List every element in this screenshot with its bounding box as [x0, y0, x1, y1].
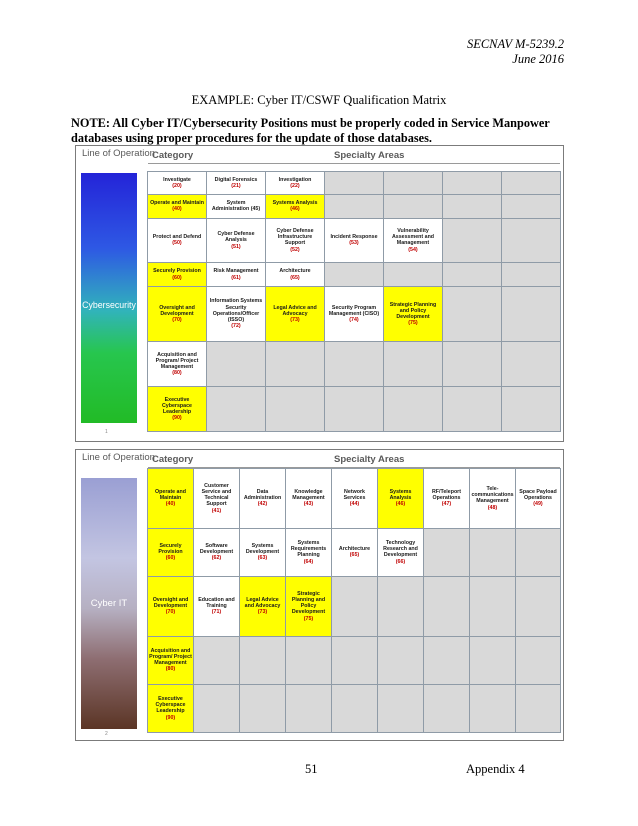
cell-title: Vulnerability Assessment and Management [391, 228, 435, 247]
cell-code: (50) [172, 240, 182, 247]
empty-cell [470, 636, 516, 684]
specialty-cell [325, 218, 384, 263]
empty-cell [470, 576, 516, 636]
cell-code: (53) [349, 240, 359, 247]
empty-cell [424, 636, 470, 684]
cell-title: Legal Advice and Advocacy [244, 596, 281, 610]
specialty-cell [332, 528, 378, 576]
cell-code: (40) [172, 206, 182, 213]
specialty-cell [378, 469, 424, 529]
empty-cell [325, 263, 384, 286]
cell-title: Strategic Planning and Policy Development [389, 301, 437, 320]
empty-cell [443, 263, 502, 286]
cell-code: (49) [533, 501, 543, 508]
example-caption: EXAMPLE: Cyber IT/CSWF Qualification Matrix [191, 93, 447, 107]
specialty-cell [266, 195, 325, 218]
specialty-cell [384, 218, 443, 263]
empty-cell [325, 195, 384, 218]
cell-code: (54) [408, 246, 418, 253]
matrix-number: 1 [105, 429, 108, 435]
empty-cell [443, 387, 502, 432]
specialty-cell [266, 172, 325, 195]
cell-code: (70) [172, 317, 182, 324]
cell-title: Network Services [343, 489, 366, 502]
empty-cell [266, 387, 325, 432]
cell-code: (80) [165, 666, 176, 673]
cell-title: RF/Teleport Operations [431, 489, 462, 502]
cell-code: (20) [172, 183, 182, 190]
cell-title: Cyber Defense Infrastructure Support [276, 228, 314, 247]
cell-code: (48) [487, 504, 498, 511]
category-cell [148, 286, 207, 342]
empty-cell [502, 263, 561, 286]
specialty-cell [240, 576, 286, 636]
empty-cell [516, 528, 561, 576]
cell-title: Risk Management [213, 268, 259, 275]
cybersecurity-label: Cybersecurity [82, 300, 136, 310]
matrix-number: 2 [105, 731, 108, 737]
specialty-cell [207, 195, 266, 218]
specialty-cell [194, 528, 240, 576]
empty-cell [194, 636, 240, 684]
cyber-it-label: Cyber IT [90, 598, 128, 609]
category-cell [148, 195, 207, 218]
empty-cell [378, 576, 424, 636]
matrix-row [148, 636, 561, 684]
cell-title: Architecture [338, 546, 371, 553]
specialty-cell [194, 469, 240, 529]
specialty-cell [286, 576, 332, 636]
specialty-cell [516, 469, 561, 529]
empty-cell [332, 576, 378, 636]
category-cell [148, 528, 194, 576]
document-number: SECNAV M-5239.2 [466, 37, 564, 51]
specialty-cell [470, 469, 516, 529]
cell-code: (41) [211, 507, 222, 514]
empty-cell [502, 172, 561, 195]
cell-code: (46) [290, 206, 300, 213]
cell-code: (46) [395, 501, 406, 508]
empty-cell [378, 684, 424, 732]
empty-cell [424, 528, 470, 576]
cell-code: (66) [395, 558, 406, 565]
specialty-cell [286, 469, 332, 529]
specialty-areas-header: Specialty Areas [334, 454, 405, 465]
cell-title: System Administration (45) [211, 200, 261, 213]
appendix-label: Appendix 4 [466, 762, 525, 776]
empty-cell [325, 342, 384, 387]
cell-title: Customer Service and Technical Support [201, 482, 232, 508]
cell-title: Investigation [278, 176, 312, 183]
cell-title: Software Development [199, 543, 234, 556]
cell-title: Legal Advice and Advocacy [273, 304, 317, 317]
cell-code: (71) [211, 609, 222, 616]
cell-code: (42) [257, 501, 268, 508]
cell-code: (65) [349, 552, 360, 559]
cell-code: (70) [165, 609, 176, 616]
cell-code: (74) [349, 317, 359, 324]
empty-cell [443, 172, 502, 195]
header-rule [148, 163, 560, 164]
empty-cell [207, 387, 266, 432]
cell-code: (90) [172, 415, 182, 422]
matrix-row [148, 387, 561, 432]
cell-title: Operate and Maintain [155, 489, 186, 502]
empty-cell [424, 576, 470, 636]
category-cell [148, 576, 194, 636]
empty-cell [502, 387, 561, 432]
empty-cell [240, 684, 286, 732]
specialty-cell [240, 469, 286, 529]
cell-title: Systems Analysis [389, 489, 412, 502]
cell-code: (61) [231, 274, 241, 281]
cybersecurity-matrix [75, 145, 564, 442]
category-cell [148, 469, 194, 529]
cell-code: (75) [303, 615, 314, 622]
page-number: 51 [305, 762, 318, 776]
cell-title: Acquisition and Program/ Project Management [155, 351, 199, 371]
empty-cell [384, 387, 443, 432]
cell-code: (75) [408, 320, 418, 327]
empty-cell [384, 172, 443, 195]
cell-code: (51) [231, 243, 241, 250]
document-date: June 2016 [512, 52, 564, 66]
matrix-row [148, 684, 561, 732]
empty-cell [443, 286, 502, 342]
cell-title: Investigate [163, 176, 191, 183]
cell-title: Security Program Management (CISO) [328, 304, 380, 317]
cell-title: Systems Analysis [272, 200, 318, 207]
cell-code: (40) [165, 501, 176, 508]
cell-code: (73) [290, 317, 300, 324]
cell-code: (21) [231, 183, 241, 190]
cell-code: (63) [257, 555, 268, 562]
matrix-row [148, 172, 561, 195]
matrix-row [148, 218, 561, 263]
cell-title: Strategic Planning and Policy Development [291, 590, 326, 616]
empty-cell [384, 342, 443, 387]
cell-code: (73) [257, 609, 268, 616]
cell-title: Acquisition and Program/ Project Management [149, 647, 192, 667]
cybersecurity-bar [81, 173, 137, 423]
specialty-grid [147, 171, 561, 432]
empty-cell [286, 684, 332, 732]
cell-code: (60) [172, 274, 182, 281]
cell-code: (44) [349, 501, 360, 508]
empty-cell [194, 684, 240, 732]
empty-cell [502, 195, 561, 218]
cell-code: (22) [290, 183, 300, 190]
specialty-cell [325, 286, 384, 342]
cell-title: Architecture [279, 268, 311, 275]
cell-title: Systems Requirements Planning [290, 539, 327, 559]
matrix-row [148, 195, 561, 218]
empty-cell [384, 195, 443, 218]
specialty-cell [384, 286, 443, 342]
specialty-cell [266, 286, 325, 342]
specialty-cell [378, 528, 424, 576]
cell-title: Incident Response [330, 234, 378, 241]
category-cell [148, 342, 207, 387]
category-cell [148, 263, 207, 286]
cell-code: (64) [303, 558, 314, 565]
empty-cell [384, 263, 443, 286]
empty-cell [516, 684, 561, 732]
empty-cell [470, 528, 516, 576]
category-header: Category [152, 454, 194, 465]
line-of-operation-header: Line of Operation [82, 452, 155, 463]
specialty-areas-header: Specialty Areas [334, 150, 405, 161]
specialty-cell [194, 576, 240, 636]
specialty-cell [207, 218, 266, 263]
category-cell [148, 387, 207, 432]
category-cell [148, 218, 207, 263]
specialty-grid [147, 468, 561, 733]
cyber-it-bar [81, 478, 137, 729]
empty-cell [443, 218, 502, 263]
empty-cell [502, 286, 561, 342]
cell-title: Systems Development [245, 543, 280, 556]
cell-code: (90) [165, 714, 176, 721]
cell-title: Technology Research and Development [383, 539, 418, 559]
empty-cell [424, 684, 470, 732]
cell-title: Executive Cyberspace Leadership [155, 695, 186, 715]
category-cell [148, 636, 194, 684]
cell-code: (80) [172, 370, 182, 377]
cell-code: (52) [290, 246, 300, 253]
empty-cell [240, 636, 286, 684]
cell-code: (65) [290, 274, 300, 281]
cell-code: (62) [211, 555, 222, 562]
empty-cell [502, 218, 561, 263]
cell-title: Information Systems Security Operations/Officer (ISSO) [209, 298, 263, 324]
specialty-cell [207, 286, 266, 342]
cell-code: (60) [165, 555, 176, 562]
cell-title: Protect and Defend [152, 234, 202, 241]
cell-title: Digital Forensics [214, 176, 258, 183]
cell-title: Executive Cyberspace Leadership [161, 396, 193, 416]
cell-title: Oversight and Development [159, 304, 195, 317]
empty-cell [516, 636, 561, 684]
cell-title: Operate and Maintain [150, 200, 204, 207]
empty-cell [516, 576, 561, 636]
cell-title: Data Administration [243, 489, 282, 502]
specialty-cell [424, 469, 470, 529]
empty-cell [286, 636, 332, 684]
cell-code: (43) [303, 501, 314, 508]
empty-cell [325, 172, 384, 195]
category-header: Category [152, 150, 194, 161]
cell-code: (47) [441, 501, 452, 508]
empty-cell [266, 342, 325, 387]
cell-title: Securely Provision [153, 268, 201, 275]
empty-cell [332, 636, 378, 684]
specialty-cell [207, 263, 266, 286]
specialty-cell [286, 528, 332, 576]
matrix-row [148, 342, 561, 387]
specialty-cell [207, 172, 266, 195]
cell-title: Oversight and Development [152, 596, 189, 610]
empty-cell [443, 195, 502, 218]
matrix-row [148, 528, 561, 576]
cell-title: Space Payload Operations [519, 489, 557, 502]
matrix-row [148, 286, 561, 342]
empty-cell [443, 342, 502, 387]
empty-cell [502, 342, 561, 387]
empty-cell [332, 684, 378, 732]
empty-cell [325, 387, 384, 432]
cell-title: Securely Provision [158, 543, 183, 556]
cell-title: Education and Training [198, 596, 235, 610]
empty-cell [378, 636, 424, 684]
cell-title: Tele-communications Management [471, 485, 514, 505]
matrix-row [148, 469, 561, 529]
cyber-it-matrix [75, 449, 564, 741]
category-cell [148, 172, 207, 195]
matrix-row [148, 576, 561, 636]
cell-title: Cyber Defense Analysis [217, 231, 255, 244]
cell-title: Knowledge Management [292, 489, 325, 502]
specialty-cell [266, 263, 325, 286]
cell-code: (72) [231, 323, 241, 330]
category-cell [148, 684, 194, 732]
empty-cell [207, 342, 266, 387]
specialty-cell [332, 469, 378, 529]
matrix-row [148, 263, 561, 286]
note-paragraph: NOTE: All Cyber IT/Cybersecurity Positions must be properly coded in Service Manpower databases using proper procedures for the update of those databases. [71, 116, 550, 145]
empty-cell [470, 684, 516, 732]
specialty-cell [240, 528, 286, 576]
specialty-cell [266, 218, 325, 263]
line-of-operation-header: Line of Operation [82, 148, 155, 159]
